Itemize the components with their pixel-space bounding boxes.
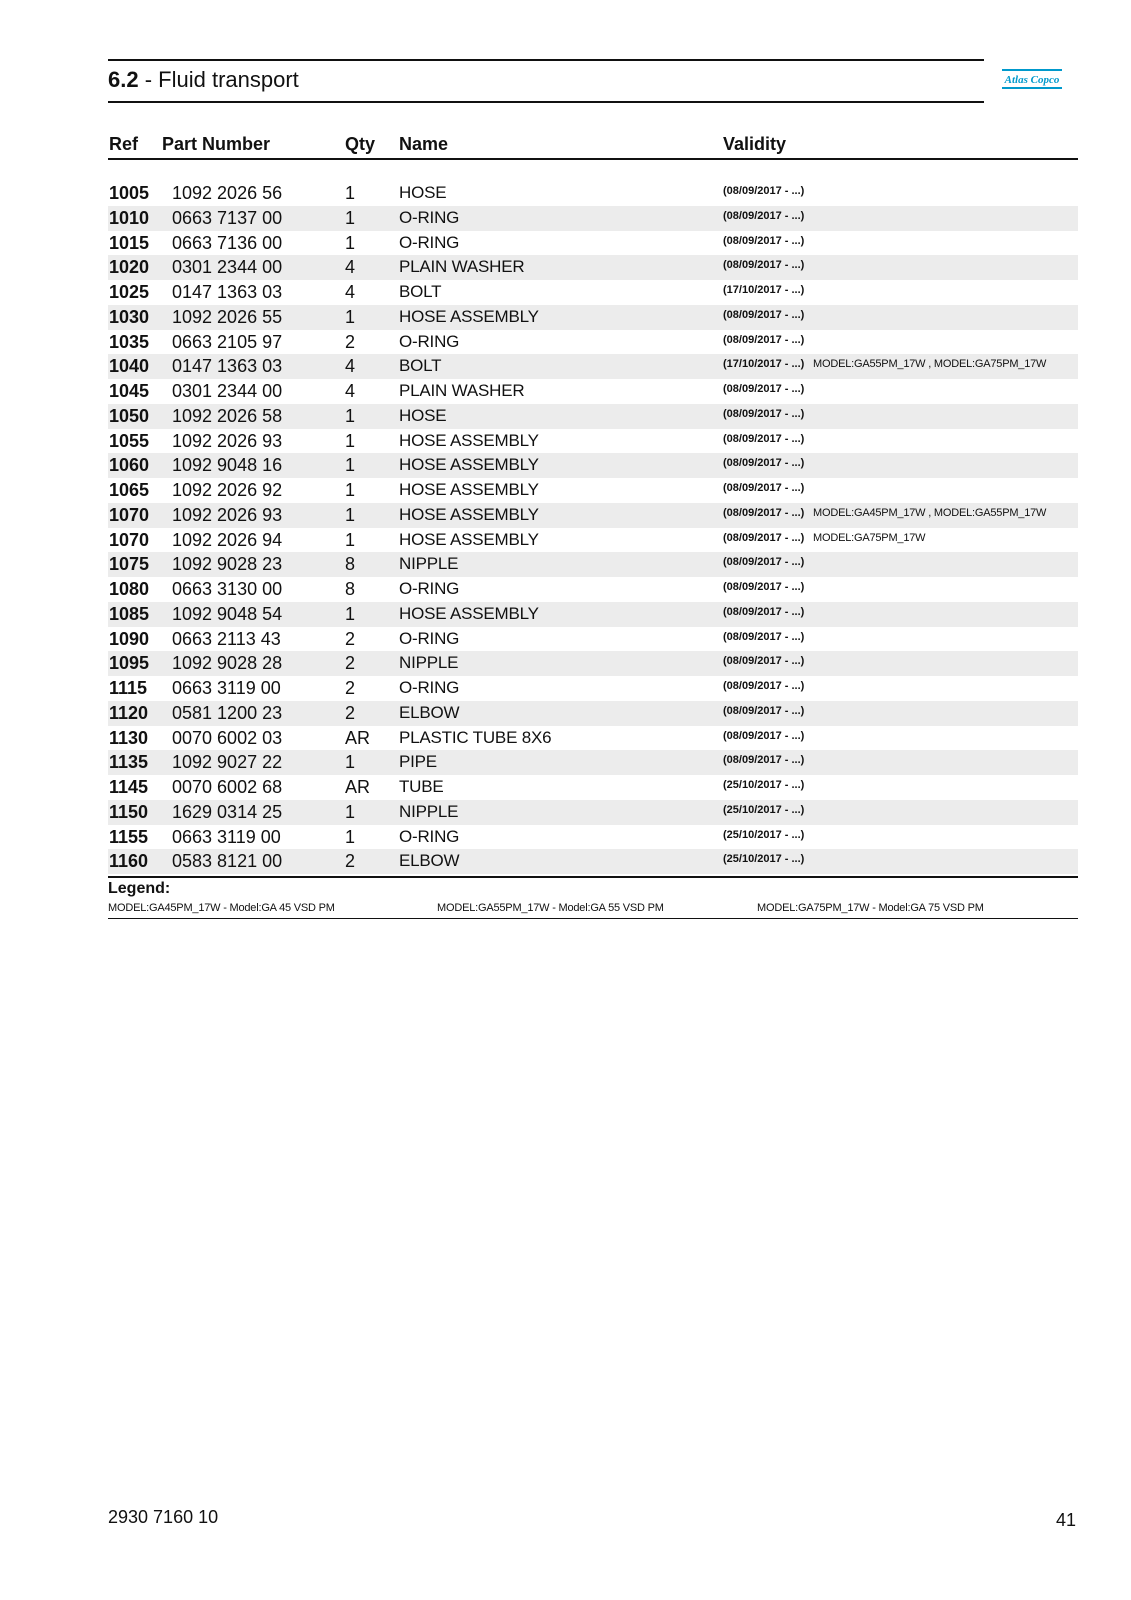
table-row	[108, 330, 1078, 355]
section-header	[108, 59, 984, 103]
cell-part-number: 1092 2026 92	[172, 480, 283, 500]
cell-qty: 4	[345, 257, 356, 278]
cell-qty: 2	[345, 628, 356, 649]
cell-part-number: 0663 3119 00	[172, 826, 281, 847]
cell-part-number: 0070 6002 68	[172, 777, 283, 797]
table-row	[108, 651, 1078, 676]
cell-ref: 1145	[109, 777, 149, 797]
page-title	[108, 67, 299, 93]
cell-part-number: 1092 2026 56	[172, 183, 283, 203]
cell-ref: 1015	[109, 232, 150, 253]
cell-validity: (08/09/2017 - ...)	[723, 407, 805, 420]
table-row	[108, 404, 1078, 429]
cell-name: NIPPLE	[399, 653, 459, 673]
cell-part-number: 1092 9028 23	[172, 554, 283, 575]
cell-ref: 1055	[109, 430, 150, 451]
cell-ref: 1160	[109, 851, 149, 872]
cell-name: O-RING	[399, 331, 460, 351]
cell-qty: 2	[345, 851, 356, 872]
column-headers	[108, 132, 1078, 160]
cell-name: HOSE ASSEMBLY	[399, 504, 539, 524]
cell-ref: 1025	[109, 282, 150, 302]
column-ref: Ref	[109, 134, 139, 154]
cell-name: O-RING	[399, 207, 460, 227]
cell-part-number: 1092 9028 28	[172, 653, 283, 674]
cell-part-number: 1092 9027 22	[172, 752, 283, 773]
cell-ref: 1090	[109, 628, 150, 649]
cell-validity: (08/09/2017 - ...)	[723, 506, 805, 519]
cell-validity: (08/09/2017 - ...)	[723, 259, 805, 272]
cell-validity: (17/10/2017 - ...)	[723, 358, 805, 371]
legend-item: MODEL:GA45PM_17W - Model:GA 45 VSD PM	[108, 902, 335, 914]
cell-qty: 4	[345, 356, 356, 377]
table-row	[108, 231, 1078, 256]
cell-ref: 1150	[109, 801, 149, 822]
cell-validity: (08/09/2017 - ...)	[723, 655, 805, 668]
cell-validity: (08/09/2017 - ...)	[723, 754, 805, 767]
cell-validity: (08/09/2017 - ...)	[723, 333, 805, 346]
atlas-copco-logo	[1000, 64, 1064, 94]
cell-ref: 1050	[109, 405, 150, 426]
cell-ref: 1065	[109, 480, 150, 500]
cell-qty: 2	[345, 331, 356, 352]
cell-name: HOSE ASSEMBLY	[399, 480, 539, 499]
svg-text:Atlas Copco: Atlas Copco	[1004, 74, 1060, 86]
table-row	[108, 478, 1078, 503]
cell-name: HOSE ASSEMBLY	[399, 603, 539, 623]
cell-ref: 1075	[109, 554, 150, 575]
cell-name: PIPE	[399, 752, 437, 772]
cell-ref: 1070	[109, 504, 150, 525]
cell-name: HOSE	[399, 183, 447, 202]
cell-ref: 1035	[109, 331, 150, 352]
cell-qty: 2	[345, 678, 356, 698]
table-row	[108, 726, 1078, 751]
cell-name: NIPPLE	[399, 554, 459, 574]
cell-model: MODEL:GA45PM_17W , MODEL:GA55PM_17W	[813, 506, 1047, 519]
cell-ref: 1080	[109, 579, 150, 599]
cell-ref: 1030	[109, 306, 150, 327]
cell-qty: 1	[345, 752, 356, 773]
cell-validity: (08/09/2017 - ...)	[723, 704, 805, 717]
cell-name: HOSE ASSEMBLY	[399, 455, 539, 475]
cell-validity: (25/10/2017 - ...)	[723, 853, 805, 866]
cell-qty: 2	[345, 702, 356, 723]
table-row	[108, 255, 1078, 280]
section-title: Fluid transport	[158, 67, 299, 92]
table-row	[108, 825, 1078, 850]
cell-name: HOSE ASSEMBLY	[399, 306, 539, 326]
cell-name: HOSE ASSEMBLY	[399, 529, 539, 549]
cell-qty: 1	[345, 207, 356, 228]
cell-part-number: 0663 3119 00	[172, 678, 281, 698]
cell-qty: AR	[345, 777, 371, 797]
cell-ref: 1040	[109, 356, 150, 377]
cell-qty: 8	[345, 579, 356, 599]
cell-validity: (08/09/2017 - ...)	[723, 308, 805, 321]
cell-part-number: 1092 9048 54	[172, 603, 283, 624]
cell-validity: (08/09/2017 - ...)	[723, 482, 805, 494]
cell-ref: 1115	[109, 678, 148, 698]
cell-qty: 1	[345, 183, 356, 203]
cell-validity: (08/09/2017 - ...)	[723, 605, 805, 618]
cell-part-number: 1629 0314 25	[172, 801, 283, 822]
cell-model: MODEL:GA55PM_17W , MODEL:GA75PM_17W	[813, 358, 1047, 371]
table-row	[108, 181, 1078, 206]
cell-validity: (08/09/2017 - ...)	[723, 581, 805, 593]
cell-validity: (08/09/2017 - ...)	[723, 185, 805, 197]
document-number: 2930 7160 10	[108, 1507, 219, 1527]
cell-part-number: 0147 1363 03	[172, 282, 283, 302]
cell-name: O-RING	[399, 579, 460, 598]
cell-part-number: 0581 1200 23	[172, 702, 283, 723]
legend-item: MODEL:GA75PM_17W - Model:GA 75 VSD PM	[757, 902, 984, 914]
table-row	[108, 503, 1078, 528]
cell-part-number: 1092 2026 55	[172, 306, 283, 327]
table-row	[108, 379, 1078, 404]
cell-qty: 1	[345, 306, 356, 327]
cell-qty: 1	[345, 504, 356, 525]
cell-part-number: 0583 8121 00	[172, 851, 283, 872]
cell-part-number: 0663 2105 97	[172, 331, 283, 352]
cell-part-number: 0070 6002 03	[172, 727, 283, 748]
cell-name: PLAIN WASHER	[399, 381, 525, 400]
table-row	[108, 528, 1078, 553]
cell-qty: 1	[345, 430, 356, 451]
cell-qty: 4	[345, 282, 356, 302]
table-row	[108, 577, 1078, 602]
table-row	[108, 750, 1078, 775]
cell-qty: AR	[345, 727, 371, 748]
legend-item: MODEL:GA55PM_17W - Model:GA 55 VSD PM	[437, 902, 664, 914]
table-row	[108, 305, 1078, 330]
cell-validity: (25/10/2017 - ...)	[723, 828, 805, 841]
cell-validity: (08/09/2017 - ...)	[723, 630, 805, 643]
cell-part-number: 1092 2026 58	[172, 405, 283, 426]
cell-name: O-RING	[399, 826, 460, 846]
cell-part-number: 1092 9048 16	[172, 455, 283, 476]
cell-qty: 1	[345, 603, 356, 624]
cell-part-number: 0663 2113 43	[172, 628, 281, 649]
column-qty: Qty	[345, 134, 376, 154]
cell-qty: 1	[345, 480, 356, 500]
cell-validity: (17/10/2017 - ...)	[723, 284, 805, 296]
cell-ref: 1135	[109, 752, 149, 773]
cell-qty: 8	[345, 554, 356, 575]
table-row	[108, 206, 1078, 231]
cell-part-number: 0663 7136 00	[172, 232, 283, 253]
cell-name: BOLT	[399, 356, 442, 376]
cell-validity: (25/10/2017 - ...)	[723, 803, 805, 816]
cell-ref: 1045	[109, 381, 150, 401]
cell-name: O-RING	[399, 232, 460, 252]
cell-validity: (08/09/2017 - ...)	[723, 432, 805, 445]
cell-ref: 1060	[109, 455, 150, 476]
title-separator: -	[138, 67, 159, 92]
cell-name: O-RING	[399, 628, 460, 648]
cell-ref: 1085	[109, 603, 150, 624]
cell-ref: 1120	[109, 702, 149, 723]
cell-name: BOLT	[399, 282, 442, 301]
cell-validity: (08/09/2017 - ...)	[723, 531, 805, 544]
cell-part-number: 0147 1363 03	[172, 356, 283, 377]
cell-validity: (08/09/2017 - ...)	[723, 209, 805, 222]
section-number: 6.2	[108, 67, 139, 92]
table-row	[108, 280, 1078, 305]
table-row	[108, 627, 1078, 652]
cell-ref: 1020	[109, 257, 150, 278]
cell-part-number: 1092 2026 93	[172, 430, 283, 451]
cell-qty: 1	[345, 529, 356, 550]
legend	[108, 876, 1078, 919]
cell-model: MODEL:GA75PM_17W	[813, 531, 926, 544]
column-part-number: Part Number	[162, 134, 271, 154]
table-row	[108, 429, 1078, 454]
cell-part-number: 0301 2344 00	[172, 381, 283, 401]
legend-title: Legend:	[108, 880, 171, 897]
page-number: 41	[1056, 1510, 1077, 1530]
cell-part-number: 0663 3130 00	[172, 579, 283, 599]
cell-qty: 1	[345, 232, 356, 253]
cell-validity: (08/09/2017 - ...)	[723, 234, 805, 247]
table-row	[108, 453, 1078, 478]
cell-ref: 1130	[109, 727, 149, 748]
cell-part-number: 0663 7137 00	[172, 207, 283, 228]
column-name: Name	[399, 134, 449, 154]
cell-name: HOSE	[399, 405, 447, 425]
table-row	[108, 602, 1078, 627]
cell-qty: 1	[345, 801, 356, 822]
cell-validity: (08/09/2017 - ...)	[723, 556, 805, 569]
cell-ref: 1070	[109, 529, 150, 550]
table-row	[108, 775, 1078, 800]
cell-part-number: 1092 2026 94	[172, 529, 283, 550]
cell-validity: (08/09/2017 - ...)	[723, 383, 805, 395]
table-row	[108, 849, 1078, 874]
parts-table	[108, 181, 1078, 874]
cell-validity: (08/09/2017 - ...)	[723, 729, 805, 742]
cell-ref: 1095	[109, 653, 150, 674]
cell-ref: 1010	[109, 207, 150, 228]
cell-qty: 1	[345, 455, 356, 476]
cell-name: O-RING	[399, 678, 460, 697]
cell-validity: (25/10/2017 - ...)	[723, 779, 805, 791]
cell-name: NIPPLE	[399, 801, 459, 821]
cell-validity: (08/09/2017 - ...)	[723, 680, 805, 692]
table-row	[108, 354, 1078, 379]
column-validity: Validity	[723, 134, 787, 154]
table-row	[108, 800, 1078, 825]
table-row	[108, 701, 1078, 726]
table-row	[108, 552, 1078, 577]
table-row	[108, 676, 1078, 701]
cell-validity: (08/09/2017 - ...)	[723, 457, 805, 470]
cell-qty: 4	[345, 381, 356, 401]
cell-name: PLAIN WASHER	[399, 257, 525, 277]
cell-qty: 1	[345, 405, 356, 426]
cell-name: HOSE ASSEMBLY	[399, 430, 539, 450]
cell-ref: 1005	[109, 183, 150, 203]
cell-name: TUBE	[399, 777, 444, 796]
cell-part-number: 1092 2026 93	[172, 504, 283, 525]
cell-name: ELBOW	[399, 702, 460, 722]
cell-name: ELBOW	[399, 851, 460, 871]
cell-name: PLASTIC TUBE 8X6	[399, 727, 552, 747]
cell-part-number: 0301 2344 00	[172, 257, 283, 278]
cell-ref: 1155	[109, 826, 149, 847]
cell-qty: 2	[345, 653, 356, 674]
cell-qty: 1	[345, 826, 356, 847]
